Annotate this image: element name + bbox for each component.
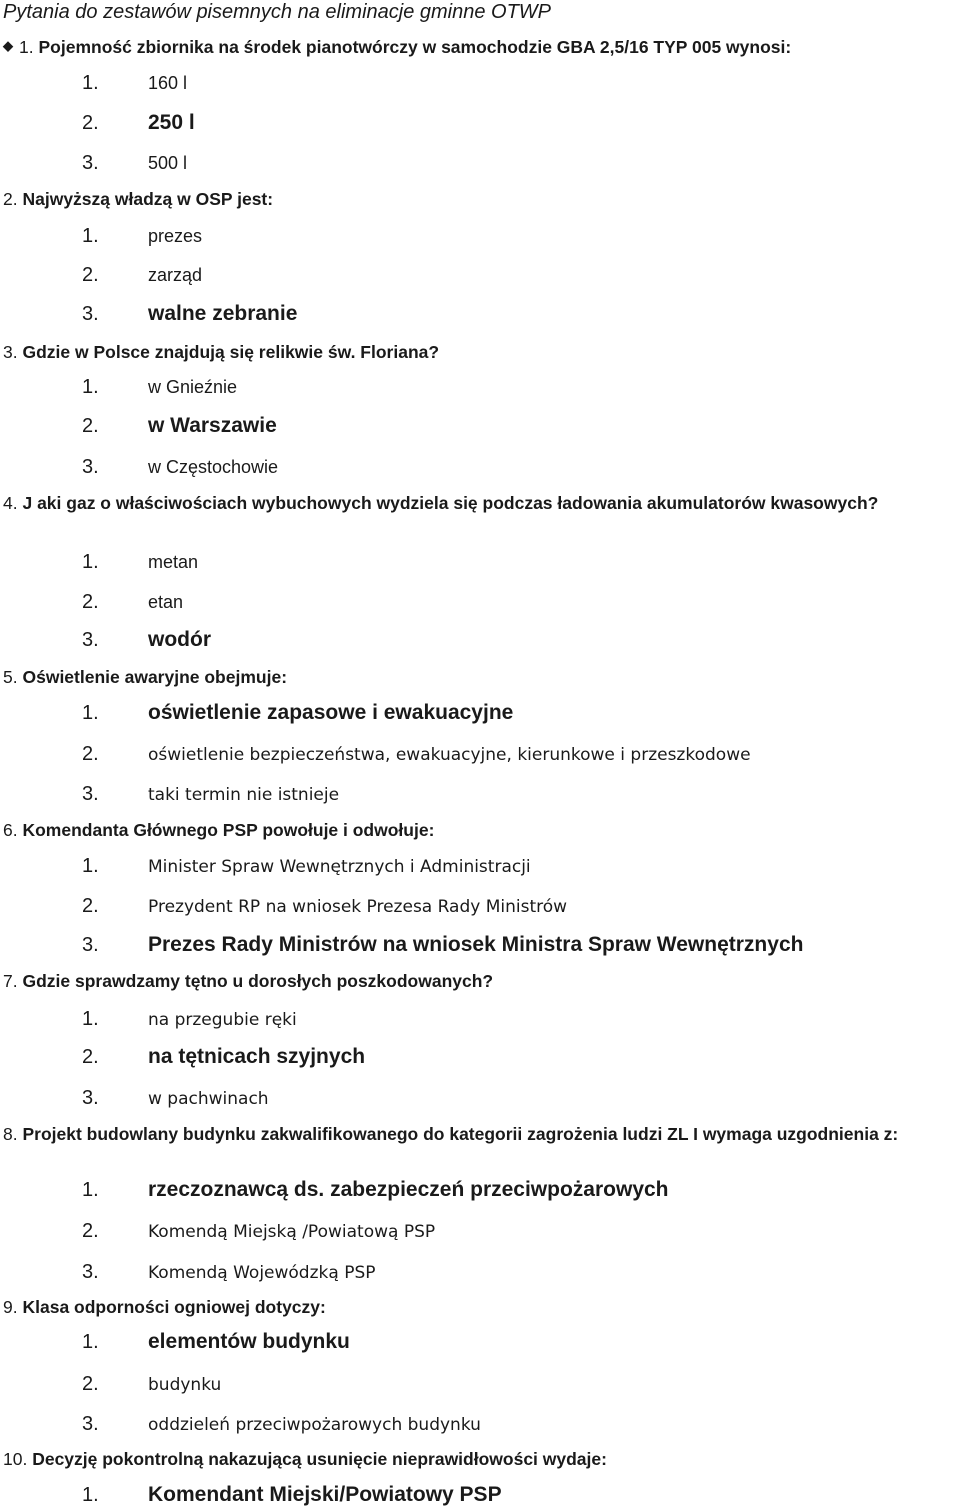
answer-option	[82, 1008, 297, 1031]
option-number: 1.	[82, 72, 99, 94]
option-text: oddzieleń przeciwpożarowych budynku	[148, 1415, 481, 1435]
option-text: etan	[148, 592, 184, 612]
answer-option-correct	[82, 1178, 669, 1202]
question-number: 5.	[3, 667, 18, 687]
answer-option	[82, 1220, 435, 1243]
option-number: 1.	[82, 702, 99, 724]
option-number: 2.	[82, 743, 99, 765]
answer-option	[82, 456, 278, 479]
option-text: prezes	[148, 226, 203, 246]
option-number: 2.	[82, 591, 99, 613]
question-7	[3, 970, 953, 992]
question-10	[3, 1448, 953, 1470]
answer-option-correct	[82, 414, 277, 438]
option-text: rzeczoznawcą ds. zabezpieczeń przeciwpożarowych	[148, 1178, 669, 1201]
option-number: 3.	[82, 152, 99, 174]
answer-option	[82, 1087, 269, 1110]
question-number: 3.	[3, 342, 18, 362]
option-text: walne zebranie	[148, 302, 298, 325]
option-number: 2.	[82, 1373, 99, 1395]
option-number: 2.	[82, 1046, 99, 1068]
answer-option-correct	[82, 628, 211, 652]
question-6	[3, 819, 953, 841]
question-text: Oświetlenie awaryjne obejmuje:	[22, 667, 288, 687]
option-number: 3.	[82, 783, 99, 805]
question-text: Gdzie sprawdzamy tętno u dorosłych poszkodowanych?	[22, 971, 494, 991]
option-text: oświetlenie bezpieczeństwa, ewakuacyjne, kierunkowe i przeszkodowe	[148, 745, 751, 765]
option-text: w Częstochowie	[148, 457, 279, 477]
answer-option	[82, 551, 198, 574]
option-text: metan	[148, 552, 199, 572]
option-text: Prezydent RP na wniosek Prezesa Rady Ministrów	[148, 897, 568, 917]
answer-option-correct	[82, 111, 195, 135]
answer-option	[82, 264, 202, 287]
answer-option-correct	[82, 1045, 365, 1069]
question-number: 8.	[3, 1124, 18, 1144]
answer-option	[82, 72, 187, 95]
answer-option	[82, 152, 187, 175]
question-number: 1.	[19, 37, 34, 57]
option-number: 1.	[82, 855, 99, 877]
option-number: 1.	[82, 551, 99, 573]
question-text: Klasa odporności ogniowej dotyczy:	[22, 1297, 326, 1317]
option-text: 250 l	[148, 111, 195, 134]
answer-option	[82, 855, 531, 878]
option-number: 1.	[82, 1179, 99, 1201]
question-text: Projekt budowlany budynku zakwalifikowanego do kategorii zagrożenia ludzi ZL I wymaga uzgodnienia z:	[22, 1124, 899, 1144]
answer-option	[82, 225, 202, 248]
answer-option-correct	[82, 1483, 502, 1507]
question-number: 10.	[3, 1449, 28, 1469]
answer-option	[82, 1261, 375, 1284]
option-number: 3.	[82, 1413, 99, 1435]
answer-option	[82, 1413, 481, 1436]
question-5	[3, 666, 953, 688]
option-number: 3.	[82, 1087, 99, 1109]
option-text: w pachwinach	[148, 1089, 269, 1109]
question-number: 4.	[3, 493, 18, 513]
question-number: 2.	[3, 189, 18, 209]
answer-option-correct	[82, 302, 297, 326]
page-title: Pytania do zestawów pisemnych na eliminacje gminne OTWP	[3, 1, 552, 23]
question-9	[3, 1296, 953, 1318]
option-text: Minister Spraw Wewnętrznych i Administracji	[148, 857, 531, 877]
answer-option-correct	[82, 933, 803, 957]
option-text: zarząd	[148, 265, 203, 285]
option-text: wodór	[148, 628, 211, 651]
answer-option	[82, 743, 751, 766]
option-text: w Gnieźnie	[148, 377, 238, 397]
question-8	[3, 1123, 953, 1145]
question-3	[3, 341, 953, 363]
answer-option	[82, 783, 339, 806]
question-4	[3, 492, 953, 514]
question-1	[3, 36, 953, 60]
option-number: 2.	[82, 1220, 99, 1242]
option-text: w Warszawie	[148, 414, 277, 437]
question-text: Pojemność zbiornika na środek pianotwórczy w samochodzie GBA 2,5/16 TYP 005 wynosi:	[38, 37, 792, 57]
option-number: 1.	[82, 1331, 99, 1353]
option-number: 3.	[82, 303, 99, 325]
option-text: Komendą Miejską /Powiatową PSP	[148, 1222, 436, 1242]
question-text: J aki gaz o właściwościach wybuchowych wydziela się podczas ładowania akumulatorów kwasowych?	[22, 493, 879, 513]
option-number: 1.	[82, 1008, 99, 1030]
option-number: 2.	[82, 112, 99, 134]
question-number: 7.	[3, 971, 18, 991]
option-text: oświetlenie zapasowe i ewakuacyjne	[148, 701, 514, 724]
option-number: 1.	[82, 376, 99, 398]
option-number: 2.	[82, 264, 99, 286]
option-number: 3.	[82, 629, 99, 651]
option-number: 3.	[82, 934, 99, 956]
option-number: 2.	[82, 895, 99, 917]
answer-option-correct	[82, 1330, 350, 1354]
option-number: 3.	[82, 1261, 99, 1283]
answer-option	[82, 895, 567, 918]
option-text: Prezes Rady Ministrów na wniosek Ministra Spraw Wewnętrznych	[148, 933, 804, 956]
option-number: 1.	[82, 225, 99, 247]
answer-option	[82, 1373, 221, 1396]
option-text: budynku	[148, 1375, 222, 1395]
question-text: Komendanta Głównego PSP powołuje i odwołuje:	[22, 820, 435, 840]
question-number: 6.	[3, 820, 18, 840]
question-text: Decyzję pokontrolną nakazującą usunięcie nieprawidłowości wydaje:	[32, 1449, 607, 1469]
option-text: Komendant Miejski/Powiatowy PSP	[148, 1483, 502, 1506]
diamond-bullet-icon: ◆	[3, 38, 13, 53]
option-text: elementów budynku	[148, 1330, 350, 1353]
option-number: 1.	[82, 1484, 99, 1506]
option-text: Komendą Wojewódzką PSP	[148, 1263, 376, 1283]
option-text: na przegubie ręki	[148, 1010, 297, 1030]
answer-option	[82, 591, 183, 614]
question-number: 9.	[3, 1297, 18, 1317]
option-number: 3.	[82, 456, 99, 478]
answer-option	[82, 376, 237, 399]
option-number: 2.	[82, 415, 99, 437]
option-text: 500 l	[148, 153, 188, 173]
option-text: na tętnicach szyjnych	[148, 1045, 366, 1068]
answer-option-correct	[82, 701, 513, 725]
option-text: 160 l	[148, 73, 188, 93]
question-text: Gdzie w Polsce znajdują się relikwie św. Floriana?	[22, 342, 440, 362]
question-2	[3, 188, 953, 210]
question-text: Najwyższą władzą w OSP jest:	[22, 189, 274, 209]
option-text: taki termin nie istnieje	[148, 785, 340, 805]
